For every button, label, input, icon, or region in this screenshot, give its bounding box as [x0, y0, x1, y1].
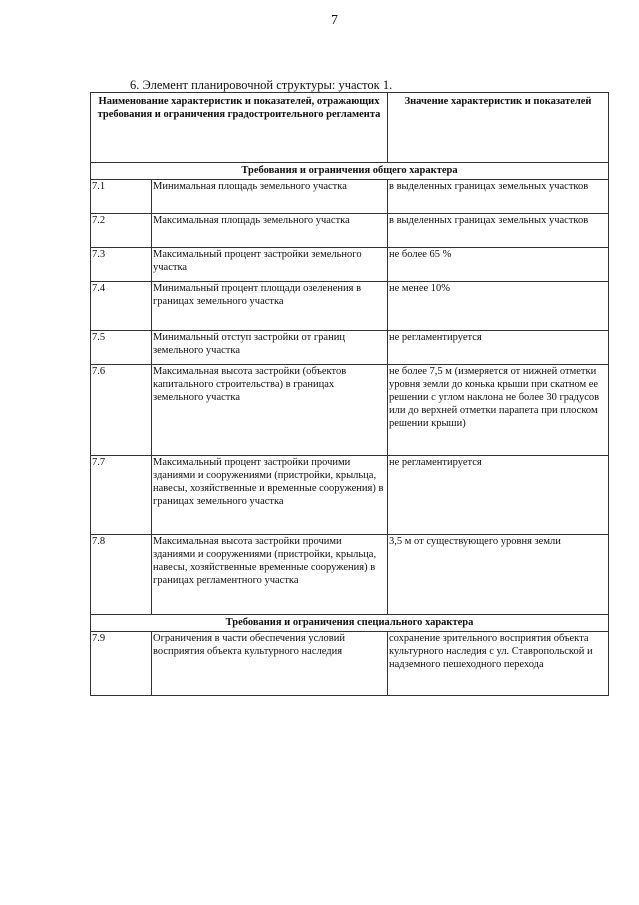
row-name: Максимальный процент застройки земельного участка [152, 248, 388, 282]
row-number: 7.5 [91, 331, 152, 365]
regulation-table [90, 92, 609, 696]
group-header-special [91, 615, 609, 632]
table-row [91, 214, 609, 248]
page-number: 7 [331, 13, 338, 28]
header-value-column: Значение характеристик и показателей [388, 93, 609, 163]
table-header-row [91, 93, 609, 163]
group-title: Требования и ограничения общего характера [91, 163, 609, 180]
row-name: Ограничения в части обеспечения условий восприятия объекта культурного наследия [152, 632, 388, 696]
row-number: 7.3 [91, 248, 152, 282]
table-row [91, 456, 609, 535]
row-number: 7.1 [91, 180, 152, 214]
row-name: Минимальная площадь земельного участка [152, 180, 388, 214]
table-row [91, 365, 609, 456]
table-row [91, 248, 609, 282]
group-header-general [91, 163, 609, 180]
row-number: 7.4 [91, 282, 152, 331]
row-name: Максимальная высота застройки прочими зданиями и сооружениями (пристройки, крыльца, навесы, хозяйственные временные сооружения) в границах регламентного участка [152, 535, 388, 615]
table-row [91, 331, 609, 365]
table-row [91, 180, 609, 214]
row-number: 7.9 [91, 632, 152, 696]
row-name: Максимальный процент застройки прочими зданиями и сооружениями (пристройки, крыльца, навесы, хозяйственные и временные сооружения) в границах земельного участка [152, 456, 388, 535]
row-name: Минимальный процент площади озеленения в границах земельного участка [152, 282, 388, 331]
table-row [91, 632, 609, 696]
row-number: 7.6 [91, 365, 152, 456]
row-value: в выделенных границах земельных участков [388, 214, 609, 248]
header-name-column: Наименование характеристик и показателей, отражающих требования и ограничения градостроительного регламента [91, 93, 388, 163]
row-number: 7.2 [91, 214, 152, 248]
row-value: 3,5 м от существующего уровня земли [388, 535, 609, 615]
row-number: 7.7 [91, 456, 152, 535]
row-value: не более 7,5 м (измеряется от нижней отметки уровня земли до конька крыши при скатном ее решении с углом наклона не более 30 градусов или до верхней отметки парапета при плоском решении крыши) [388, 365, 609, 456]
table-row [91, 535, 609, 615]
row-value: сохранение зрительного восприятия объекта культурного наследия с ул. Ставропольской и надземного пешеходного перехода [388, 632, 609, 696]
row-value: не более 65 % [388, 248, 609, 282]
table-row [91, 282, 609, 331]
group-title: Требования и ограничения специального характера [91, 615, 609, 632]
row-value: не регламентируется [388, 331, 609, 365]
row-value: не регламентируется [388, 456, 609, 535]
row-number: 7.8 [91, 535, 152, 615]
row-name: Максимальная площадь земельного участка [152, 214, 388, 248]
row-value: в выделенных границах земельных участков [388, 180, 609, 214]
section-title: 6. Элемент планировочной структуры: участок 1. [130, 78, 393, 92]
row-name: Максимальная высота застройки (объектов капитального строительства) в границах земельного участка [152, 365, 388, 456]
row-name: Минимальный отступ застройки от границ земельного участка [152, 331, 388, 365]
row-value: не менее 10% [388, 282, 609, 331]
